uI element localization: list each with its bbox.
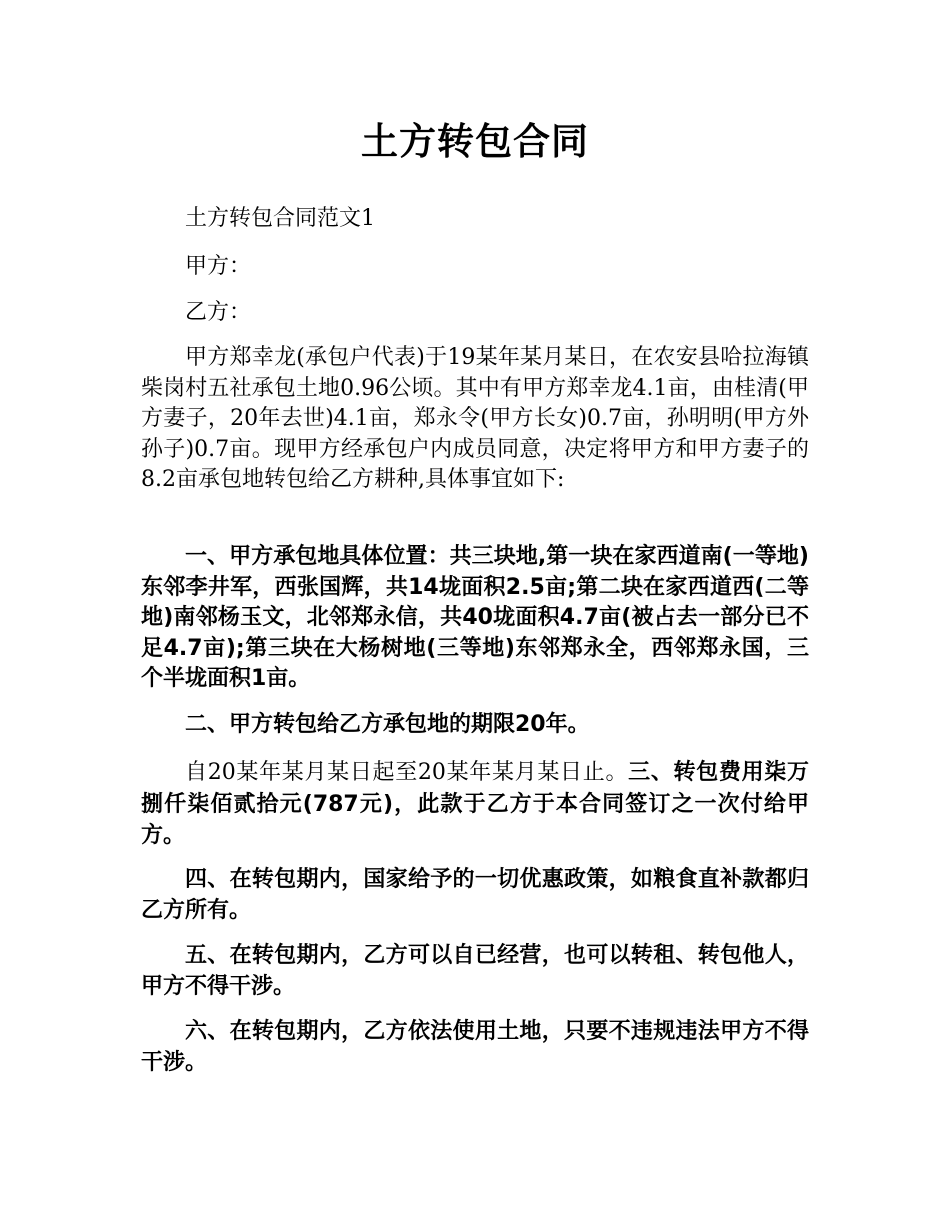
party-a-line: 甲方： (185, 254, 252, 279)
intro-paragraph: 甲方郑幸龙(承包户代表)于19某年某月某日，在农安县哈拉海镇柴岗村五社承包土地0.96公顷。其中有甲方郑幸龙4.1亩，由桂清(甲方妻子，20年去世)4.1亩，郑永令(甲方长女)0.7亩，孙明明(甲方外孙子)0.7亩。现甲方经承包户内成员同意，决定将甲方和甲方妻子的8.2亩承包地转包给乙方耕种,具体事宜如下: (141, 345, 809, 492)
clause-3-text: 三、转包费用柒万捌仟柒佰贰拾元(787元)，此款于乙方于本合同签订之一次付给甲方。 (141, 760, 809, 848)
clause-4-paragraph: 四、在转包期内，国家给予的一切优惠政策，如粮食直补款都归乙方所有。 (141, 867, 809, 923)
clause-1-paragraph: 一、甲方承包地具体位置：共三块地,第一块在家西道南(一等地)东邻李井军，西张国辉，共14垅面积2.5亩;第二块在家西道西(二等地)南邻杨玉文，北邻郑永信，共40垅面积4.7亩(被占去一部分已不足4.7亩);第三块在大杨树地(三等地)东邻郑永全，西邻郑永国，三个半垅面积1亩。 (141, 544, 809, 691)
document-subtitle: 土方转包合同范文1 (185, 206, 375, 231)
clause-2-paragraph: 二、甲方转包给乙方承包地的期限20年。 (185, 712, 590, 737)
clause-6-paragraph: 六、在转包期内，乙方依法使用土地，只要不违规违法甲方不得干涉。 (141, 1019, 809, 1075)
party-b-line: 乙方： (185, 300, 252, 325)
clause-3-date-text: 自20某年某月某日起至20某年某月某日止。 (185, 760, 629, 785)
document-title: 土方转包合同 (361, 120, 589, 163)
clause-3-paragraph (141, 757, 809, 852)
clause-5-paragraph: 五、在转包期内，乙方可以自已经营，也可以转租、转包他人，甲方不得干涉。 (141, 943, 809, 999)
